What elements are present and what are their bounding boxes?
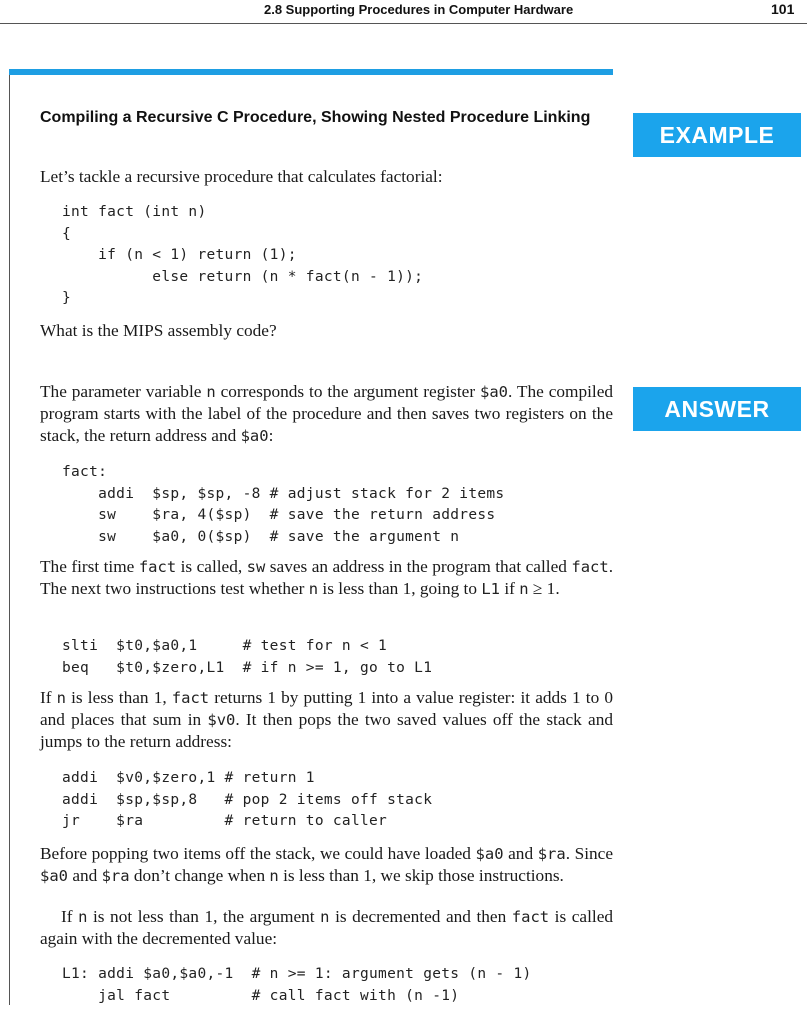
answer-paragraph-5: If n is not less than 1, the argument n is decremented and then fact is called again with the decremented value:	[40, 907, 614, 948]
example-intro: Let’s tackle a recursive procedure that calculates factorial:	[40, 167, 443, 186]
page-number: 101	[771, 1, 795, 17]
section-title: 2.8 Supporting Procedures in Computer Hardware	[264, 2, 574, 17]
answer-paragraph-2: The first time fact is called, sw saves an address in the program that called fact. The next two instructions test whether n is less than 1, going to L1 if n ≥ 1.	[40, 557, 614, 598]
header-rule	[0, 23, 807, 24]
example-heading: Compiling a Recursive C Procedure, Showing Nested Procedure Linking	[40, 109, 591, 126]
asm-code-block-1: fact: addi $sp, $sp, -8 # adjust stack for 2 items sw $ra, 4($sp) # save the return address sw $a0, 0($sp) # save the argument n	[62, 464, 505, 545]
answer-paragraph-4: Before popping two items off the stack, we could have loaded $a0 and $ra. Since $a0 and $ra don’t change when n is less than 1, we skip those instructions.	[40, 844, 613, 885]
answer-paragraph-1: The parameter variable n corresponds to the argument register $a0. The compiled program starts with the label of the procedure and then saves two registers on the stack, the return address and $a0:	[40, 382, 614, 445]
asm-code-block-2: slti $t0,$a0,1 # test for n < 1 beq $t0,$zero,L1 # if n >= 1, go to L1	[62, 638, 433, 676]
c-code-block: int fact (int n) { if (n < 1) return (1); else return (n * fact(n - 1)); }	[62, 204, 424, 306]
asm-code-block-4: L1: addi $a0,$a0,-1 # n >= 1: argument gets (n - 1) jal fact # call fact with (n -1)	[62, 966, 532, 1004]
running-head	[0, 0, 807, 26]
example-top-bar	[9, 69, 613, 75]
answer-tag: ANSWER	[633, 387, 801, 431]
example-question: What is the MIPS assembly code?	[40, 321, 277, 340]
answer-paragraph-3: If n is less than 1, fact returns 1 by putting 1 into a value register: it adds 1 to 0 and places that sum in $v0. It then pops the two saved values off the stack and jumps to the return address:	[40, 688, 613, 751]
example-left-rule	[9, 75, 10, 1005]
asm-code-block-3: addi $v0,$zero,1 # return 1 addi $sp,$sp,8 # pop 2 items off stack jr $ra # return to caller	[62, 770, 433, 829]
example-tag: EXAMPLE	[633, 113, 801, 157]
